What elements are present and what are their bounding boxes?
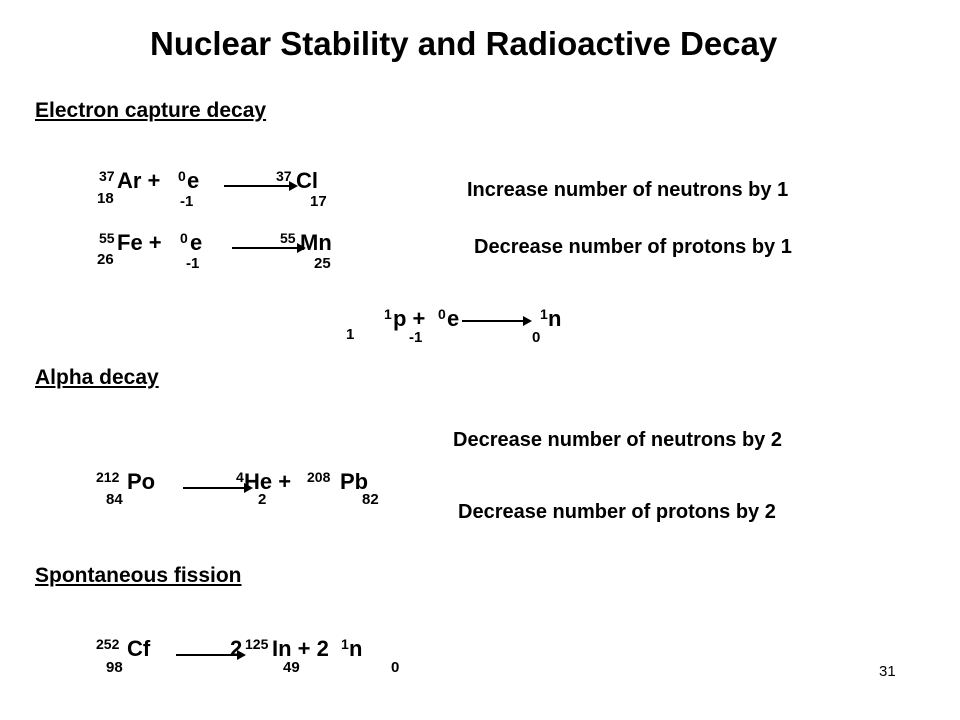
atomic-number: 84: [106, 491, 123, 508]
heading-electron-capture: Electron capture decay: [35, 99, 267, 122]
mass-number: 212: [96, 469, 120, 485]
electron: e: [187, 168, 200, 193]
heading-alpha-decay: Alpha decay: [35, 366, 159, 389]
note-increase-neutrons: Increase number of neutrons by 1: [467, 179, 789, 201]
product-atomic-number: 49: [283, 659, 300, 676]
reactant: Po: [127, 469, 156, 494]
product: Mn: [300, 230, 332, 255]
electron-mass: 0: [178, 168, 186, 184]
electron-charge: -1: [186, 255, 200, 272]
reactant: Ar +: [117, 168, 161, 193]
coefficient: 2: [230, 636, 243, 661]
product-mass: 125: [245, 636, 269, 652]
reaction-arrow: [232, 247, 298, 249]
note-decrease-protons-2: Decrease number of protons by 2: [458, 501, 776, 523]
reactant: Fe +: [117, 230, 162, 255]
product-mass: 208: [307, 469, 331, 485]
electron: e: [447, 306, 460, 331]
product-atomic-number: 25: [314, 255, 331, 272]
note-decrease-protons: Decrease number of protons by 1: [474, 236, 792, 258]
page-number: 31: [879, 663, 896, 680]
alpha-atomic-number: 2: [258, 491, 267, 508]
electron-mass: 0: [180, 230, 188, 246]
product-atomic-number: 82: [362, 491, 379, 508]
product: Pb: [340, 469, 369, 494]
mass-number: 252: [96, 636, 120, 652]
reaction-arrow: [224, 185, 290, 187]
product-mass: 37: [276, 168, 292, 184]
mass-number: 37: [99, 168, 115, 184]
product-mass: 1: [540, 306, 548, 322]
mass-number: 55: [99, 230, 115, 246]
atomic-number: 18: [97, 190, 114, 207]
alpha-mass: 4: [236, 469, 244, 485]
product: n: [548, 306, 562, 331]
electron-charge: -1: [180, 193, 194, 210]
slide-title: Nuclear Stability and Radioactive Decay: [150, 25, 778, 62]
mass-number: 1: [384, 306, 392, 322]
neutron-mass: 1: [341, 636, 349, 652]
electron-mass: 0: [438, 306, 446, 322]
atomic-number: 1: [346, 326, 355, 343]
heading-spontaneous-fission: Spontaneous fission: [35, 564, 242, 587]
reaction-arrow: [176, 654, 238, 656]
note-decrease-neutrons-2: Decrease number of neutrons by 2: [453, 429, 782, 451]
product: In + 2: [272, 636, 329, 661]
reactant: Cf: [127, 636, 151, 661]
electron: e: [190, 230, 203, 255]
alpha-particle: He +: [244, 469, 292, 494]
product-atomic-number: 0: [532, 329, 541, 346]
neutron-atomic-number: 0: [391, 659, 400, 676]
neutron: n: [349, 636, 363, 661]
product-atomic-number: 17: [310, 193, 327, 210]
product: Cl: [296, 168, 318, 193]
electron-charge: -1: [409, 329, 423, 346]
reaction-arrow: [462, 320, 524, 322]
atomic-number: 26: [97, 251, 114, 268]
reaction-arrow: [183, 487, 245, 489]
product-mass: 55: [280, 230, 296, 246]
atomic-number: 98: [106, 659, 123, 676]
reactant: p +: [393, 306, 426, 331]
